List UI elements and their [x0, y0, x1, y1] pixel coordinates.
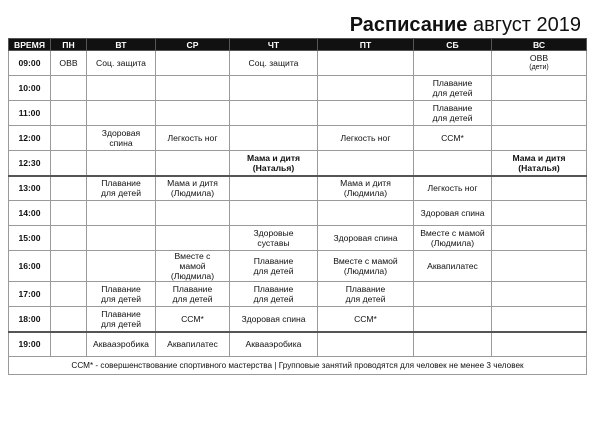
class-cell-thu [230, 226, 318, 251]
class-cell-tue [87, 251, 156, 282]
class-line: (Людмила) [170, 271, 215, 281]
class-line: Мама и дитя [512, 152, 566, 163]
class-cell-sat [414, 307, 492, 332]
class-cell-mon [51, 307, 87, 332]
header-mon: ПН [51, 39, 87, 51]
class-cell-wed [156, 51, 230, 76]
class-line: (Людмила) [343, 188, 388, 199]
class-line: ССМ* [181, 313, 204, 324]
schedule-row [9, 51, 587, 76]
class-cell-sat [414, 126, 492, 151]
class-line: Плавание [253, 256, 294, 266]
class-cell-wed [156, 151, 230, 176]
class-line: Соц. защита [248, 58, 299, 68]
header-sat: СБ [414, 39, 492, 51]
class-line: ССМ* [354, 313, 377, 324]
class-cell-fri [318, 126, 414, 151]
class-line: Плавание [101, 178, 141, 189]
class-cell-sun [492, 282, 587, 307]
class-line: Мама и дитя [340, 178, 391, 189]
schedule-row [9, 151, 587, 176]
class-cell-sat [414, 282, 492, 307]
class-line: Легкость ног [167, 133, 218, 143]
class-line: спина [109, 138, 133, 148]
schedule-title [350, 14, 581, 37]
title-month: август 2019 [472, 14, 581, 36]
class-line: Вместе с [174, 251, 211, 261]
class-cell-wed [156, 226, 230, 251]
time-cell: 16:00 [9, 251, 51, 282]
class-cell-sat [414, 226, 492, 251]
class-line: для детей [253, 294, 294, 304]
class-line: Плавание [172, 284, 213, 294]
class-cell-fri [318, 101, 414, 126]
class-line: Плавание [101, 284, 141, 294]
class-cell-sun [492, 76, 587, 101]
class-line: Вместе с мамой [333, 256, 398, 266]
class-cell-tue [87, 126, 156, 151]
class-cell-fri [318, 176, 414, 201]
class-line: Плавание [345, 284, 386, 294]
time-cell: 13:00 [9, 176, 51, 201]
header-wed: СР [156, 39, 230, 51]
footnote: ССМ* - совершенствование спортивного мастерства | Групповые занятий проводятся для человек не менее 3 человек [9, 357, 587, 375]
class-line: (Наталья) [518, 162, 560, 173]
class-line: Плавание [253, 284, 294, 294]
class-cell-wed [156, 126, 230, 151]
schedule-row [9, 101, 587, 126]
class-line: Аквааэробика [245, 339, 302, 350]
class-line: для детей [172, 294, 213, 304]
class-line: (Наталья) [252, 162, 295, 173]
class-cell-fri [318, 307, 414, 332]
class-line: для детей [101, 294, 141, 304]
class-cell-thu [230, 51, 318, 76]
time-cell: 12:00 [9, 126, 51, 151]
class-cell-sat [414, 332, 492, 357]
schedule-row [9, 282, 587, 307]
header-sun: ВС [492, 39, 587, 51]
class-line: Здоровая спина [333, 233, 398, 243]
class-cell-fri [318, 332, 414, 357]
class-cell-tue [87, 307, 156, 332]
class-line: Здоровая спина [420, 208, 485, 218]
schedule-table [8, 38, 587, 375]
header-time: ВРЕМЯ [9, 39, 51, 51]
class-cell-fri [318, 76, 414, 101]
header-thu: ЧТ [230, 39, 318, 51]
time-cell: 18:00 [9, 307, 51, 332]
class-cell-sun [492, 201, 587, 226]
class-cell-sun [492, 101, 587, 126]
class-cell-wed [156, 282, 230, 307]
class-cell-mon [51, 51, 87, 76]
class-cell-thu [230, 251, 318, 282]
class-cell-wed [156, 307, 230, 332]
class-cell-thu [230, 126, 318, 151]
class-line: Плавание [432, 78, 473, 88]
class-cell-mon [51, 76, 87, 101]
class-cell-thu [230, 307, 318, 332]
class-cell-sat [414, 176, 492, 201]
class-cell-wed [156, 332, 230, 357]
class-line: (Людмила) [343, 266, 388, 276]
class-line: Соц. защита [96, 58, 146, 68]
class-line: (Людмила) [430, 238, 475, 248]
class-line: Легкость ног [340, 133, 391, 143]
class-cell-fri [318, 51, 414, 76]
class-line: Вместе с мамой [420, 228, 485, 238]
time-cell: 12:30 [9, 151, 51, 176]
class-cell-mon [51, 151, 87, 176]
class-line: для детей [345, 294, 386, 304]
footnote-row [9, 357, 587, 375]
class-line: ОВВ [529, 53, 549, 63]
time-cell: 14:00 [9, 201, 51, 226]
class-cell-sun [492, 176, 587, 201]
class-line: Аквапилатес [167, 339, 218, 350]
class-line: для детей [101, 318, 141, 329]
time-cell: 11:00 [9, 101, 51, 126]
class-cell-sun [492, 332, 587, 357]
class-cell-sat [414, 201, 492, 226]
class-line: ОВВ [59, 58, 78, 68]
class-line: Здоровые [253, 228, 294, 238]
class-cell-tue [87, 151, 156, 176]
class-cell-sun [492, 51, 587, 76]
class-cell-wed [156, 251, 230, 282]
class-cell-mon [51, 226, 87, 251]
class-cell-wed [156, 201, 230, 226]
class-cell-wed [156, 76, 230, 101]
schedule-row [9, 307, 587, 332]
class-line: суставы [257, 238, 290, 248]
class-cell-sat [414, 151, 492, 176]
class-cell-tue [87, 201, 156, 226]
class-line: Плавание [432, 103, 473, 113]
class-cell-mon [51, 126, 87, 151]
class-cell-mon [51, 251, 87, 282]
class-cell-sun [492, 126, 587, 151]
class-cell-fri [318, 226, 414, 251]
class-cell-tue [87, 332, 156, 357]
class-cell-thu [230, 76, 318, 101]
class-cell-mon [51, 282, 87, 307]
class-cell-sun [492, 151, 587, 176]
class-line: Мама и дитя [167, 178, 218, 189]
class-cell-wed [156, 101, 230, 126]
class-line: для детей [432, 88, 473, 98]
class-line: Аквапилатес [427, 261, 478, 271]
time-cell: 17:00 [9, 282, 51, 307]
class-cell-tue [87, 51, 156, 76]
header-fri: ПТ [318, 39, 414, 51]
time-cell: 15:00 [9, 226, 51, 251]
class-line: мамой [179, 261, 206, 271]
class-line: для детей [253, 266, 294, 276]
class-line: Здоровая спина [241, 313, 306, 324]
schedule-row [9, 176, 587, 201]
class-cell-sun [492, 251, 587, 282]
class-cell-mon [51, 332, 87, 357]
class-cell-tue [87, 282, 156, 307]
class-line: ССМ* [441, 133, 464, 143]
schedule-row [9, 76, 587, 101]
class-line: (дети) [529, 64, 549, 71]
class-cell-fri [318, 251, 414, 282]
class-cell-mon [51, 201, 87, 226]
class-cell-fri [318, 201, 414, 226]
class-line: Здоровая [101, 128, 141, 138]
class-line: Легкость ног [427, 183, 478, 194]
schedule-row [9, 332, 587, 357]
class-cell-thu [230, 101, 318, 126]
class-line: для детей [432, 113, 473, 123]
class-cell-fri [318, 151, 414, 176]
class-cell-sat [414, 51, 492, 76]
class-cell-thu [230, 151, 318, 176]
class-cell-thu [230, 201, 318, 226]
schedule-row [9, 201, 587, 226]
class-cell-tue [87, 226, 156, 251]
class-line: (Людмила) [170, 188, 215, 199]
class-cell-sat [414, 101, 492, 126]
time-cell: 10:00 [9, 76, 51, 101]
class-line: Аквааэробика [93, 339, 149, 350]
title-bold: Расписание [349, 14, 468, 36]
class-cell-mon [51, 176, 87, 201]
schedule-row [9, 126, 587, 151]
time-cell: 09:00 [9, 51, 51, 76]
schedule-body [9, 51, 587, 357]
class-cell-thu [230, 176, 318, 201]
class-cell-thu [230, 332, 318, 357]
class-cell-sun [492, 307, 587, 332]
class-cell-tue [87, 101, 156, 126]
header-row [9, 39, 587, 51]
class-cell-fri [318, 282, 414, 307]
class-cell-sun [492, 226, 587, 251]
class-line: для детей [101, 188, 141, 199]
class-cell-wed [156, 176, 230, 201]
schedule-row [9, 226, 587, 251]
class-line: Плавание [101, 308, 141, 319]
class-cell-thu [230, 282, 318, 307]
class-line: Мама и дитя [246, 152, 301, 163]
time-cell: 19:00 [9, 332, 51, 357]
class-cell-sat [414, 251, 492, 282]
class-cell-tue [87, 76, 156, 101]
class-cell-sat [414, 76, 492, 101]
header-tue: ВТ [87, 39, 156, 51]
schedule-row [9, 251, 587, 282]
class-cell-tue [87, 176, 156, 201]
class-cell-mon [51, 101, 87, 126]
